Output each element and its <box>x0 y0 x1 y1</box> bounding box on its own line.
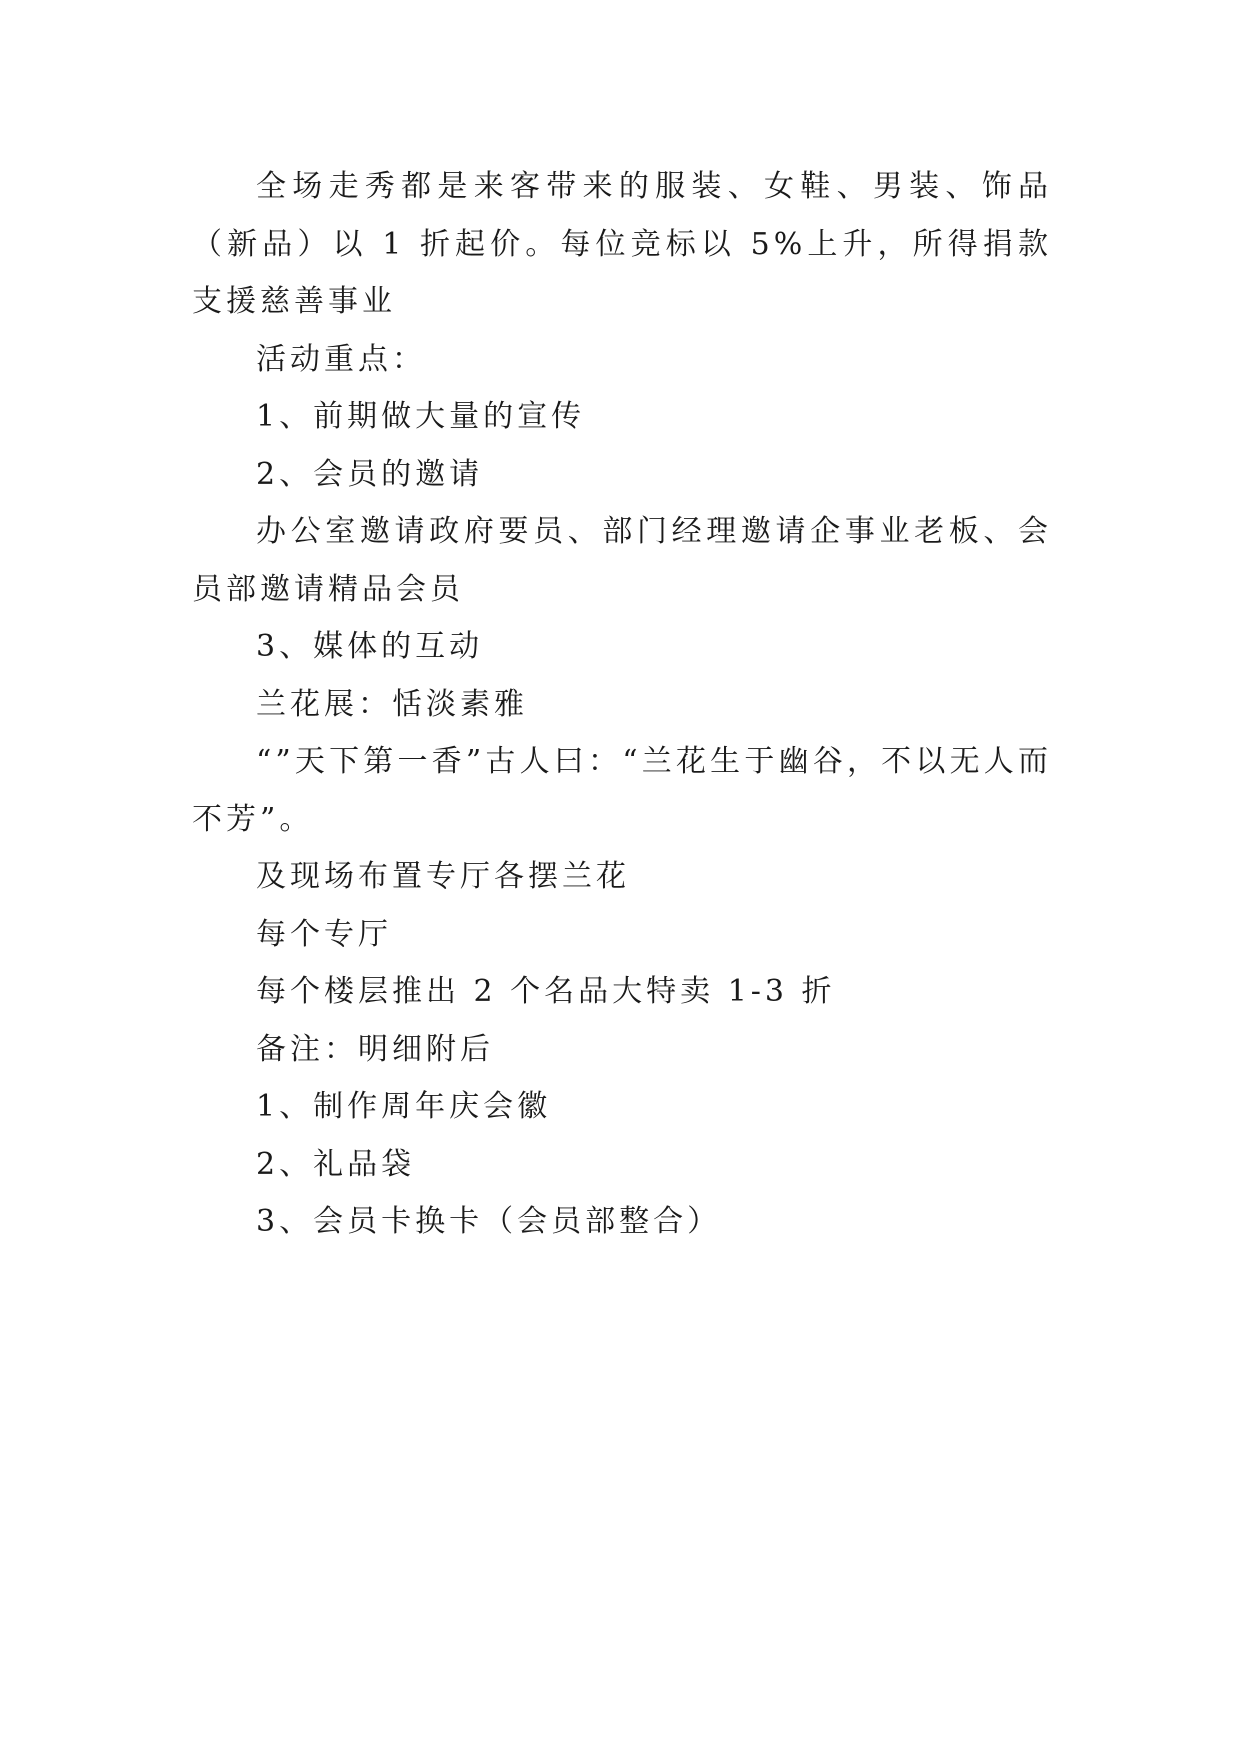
paragraph-orchid-quote: “”天下第一香”古人曰：“兰花生于幽谷，不以无人而不芳”。 <box>192 744 1052 837</box>
paragraph-item-member-invitation: 2、会员的邀请 <box>256 456 484 492</box>
document-body <box>192 158 1052 1251</box>
paragraph-item-member-card: 3、会员卡换卡（会员部整合） <box>256 1204 722 1239</box>
paragraph-item-publicity: 1、前期做大量的宣传 <box>256 399 586 434</box>
paragraph-each-hall: 每个专厅 <box>256 916 392 952</box>
paragraph-floor-sale: 每个楼层推出 2 个名品大特卖 1-3 折 <box>256 974 836 1009</box>
paragraph-item-gift-bag: 2、礼品袋 <box>256 1146 416 1182</box>
paragraph-item-anniversary-emblem: 1、制作周年庆会徽 <box>256 1089 552 1124</box>
paragraph-notes-heading: 备注：明细附后 <box>256 1031 494 1067</box>
paragraph-orchid-show: 兰花展：恬淡素雅 <box>256 686 528 722</box>
paragraph-activity-focus-heading: 活动重点： <box>256 341 426 377</box>
paragraph-item-media-interaction: 3、媒体的互动 <box>256 629 484 664</box>
paragraph-fashion-show: 全场走秀都是来客带来的服装、女鞋、男装、饰品（新品）以 1 折起价。每位竞标以 5%上升，所得捐款支援慈善事业 <box>192 169 1052 319</box>
paragraph-invitation-details: 办公室邀请政府要员、部门经理邀请企事业老板、会员部邀请精品会员 <box>192 514 1052 607</box>
paragraph-hall-decoration: 及现场布置专厅各摆兰花 <box>256 859 630 894</box>
